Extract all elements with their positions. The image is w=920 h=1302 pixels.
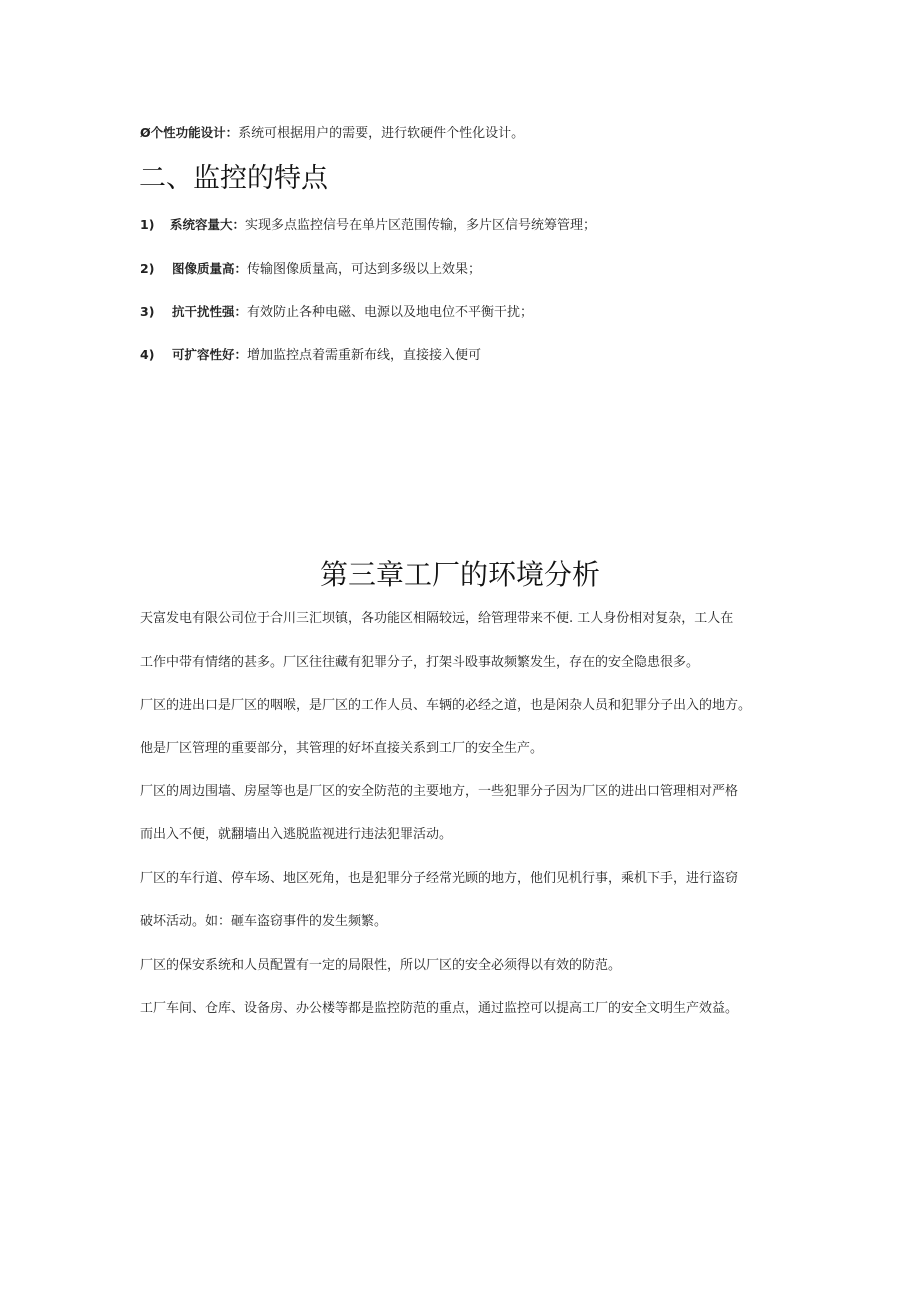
personalized-design-item: [140, 124, 524, 143]
paragraph-line: 他是厂区管理的重要部分，其管理的好坏直接关系到工厂的安全生产。: [140, 741, 544, 756]
item-label: 系统容量大：: [170, 217, 246, 232]
paragraph-line: 工厂车间、仓库、设备房、办公楼等都是监控防范的重点，通过监控可以提高工厂的安全文明生产效益。: [140, 1001, 739, 1016]
item-label: 个性功能设计：: [150, 125, 239, 140]
paragraph-line: 而出入不便，就翻墙出入逃脱监视进行违法犯罪活动。: [140, 827, 453, 842]
paragraph-line: 天富发电有限公司位于合川三汇坝镇，各功能区相隔较远，给管理带来不便. 工人身份相对复杂，工人在: [140, 611, 734, 626]
item-text: 有效防止各种电磁、电源以及地电位不平衡干扰；: [247, 305, 534, 320]
item-label: 可扩容性好：: [172, 347, 248, 362]
item-text: 实现多点监控信号在单片区范围传输，多片区信号统筹管理；: [245, 218, 597, 233]
paragraph-line: 厂区的车行道、停车场、地区死角，也是犯罪分子经常光顾的地方，他们见机行事，乘机下手，进行盗窃: [140, 871, 739, 886]
paragraph-line: 厂区的周边围墙、房屋等也是厂区的安全防范的主要地方，一些犯罪分子因为厂区的进出口管理相对严格: [140, 784, 739, 799]
item-number: 1): [140, 217, 155, 232]
chapter-title: 第三章工厂的环境分析: [319, 558, 600, 591]
feature-item: [140, 216, 596, 235]
item-number: 3): [140, 304, 155, 319]
feature-item: [140, 346, 481, 365]
item-text: 系统可根据用户的需要，进行软硬件个性化设计。: [238, 126, 525, 141]
item-label: 图像质量高：: [172, 261, 248, 276]
item-number: 4): [140, 347, 155, 362]
feature-item: [140, 260, 481, 279]
item-number: 2): [140, 261, 155, 276]
item-marker: Ø: [140, 125, 151, 140]
section-heading: 二、监控的特点: [139, 163, 328, 194]
item-text: 传输图像质量高，可达到多级以上效果；: [247, 262, 482, 277]
paragraph-line: 工作中带有情绪的甚多。厂区往往藏有犯罪分子，打架斗殴事故频繁发生，存在的安全隐患很多。: [140, 655, 700, 670]
paragraph-line: 厂区的保安系统和人员配置有一定的局限性，所以厂区的安全必须得以有效的防范。: [140, 958, 622, 973]
feature-item: [140, 303, 533, 322]
item-text: 增加监控点着需重新布线，直接接入便可: [247, 348, 482, 363]
paragraph-line: 破坏活动。如：砸车盗窃事件的发生频繁。: [140, 914, 388, 929]
item-label: 抗干扰性强：: [172, 304, 248, 319]
paragraph-line: 厂区的进出口是厂区的咽喉，是厂区的工作人员、车辆的必经之道，也是闲杂人员和犯罪分子出入的地方。: [140, 698, 752, 713]
